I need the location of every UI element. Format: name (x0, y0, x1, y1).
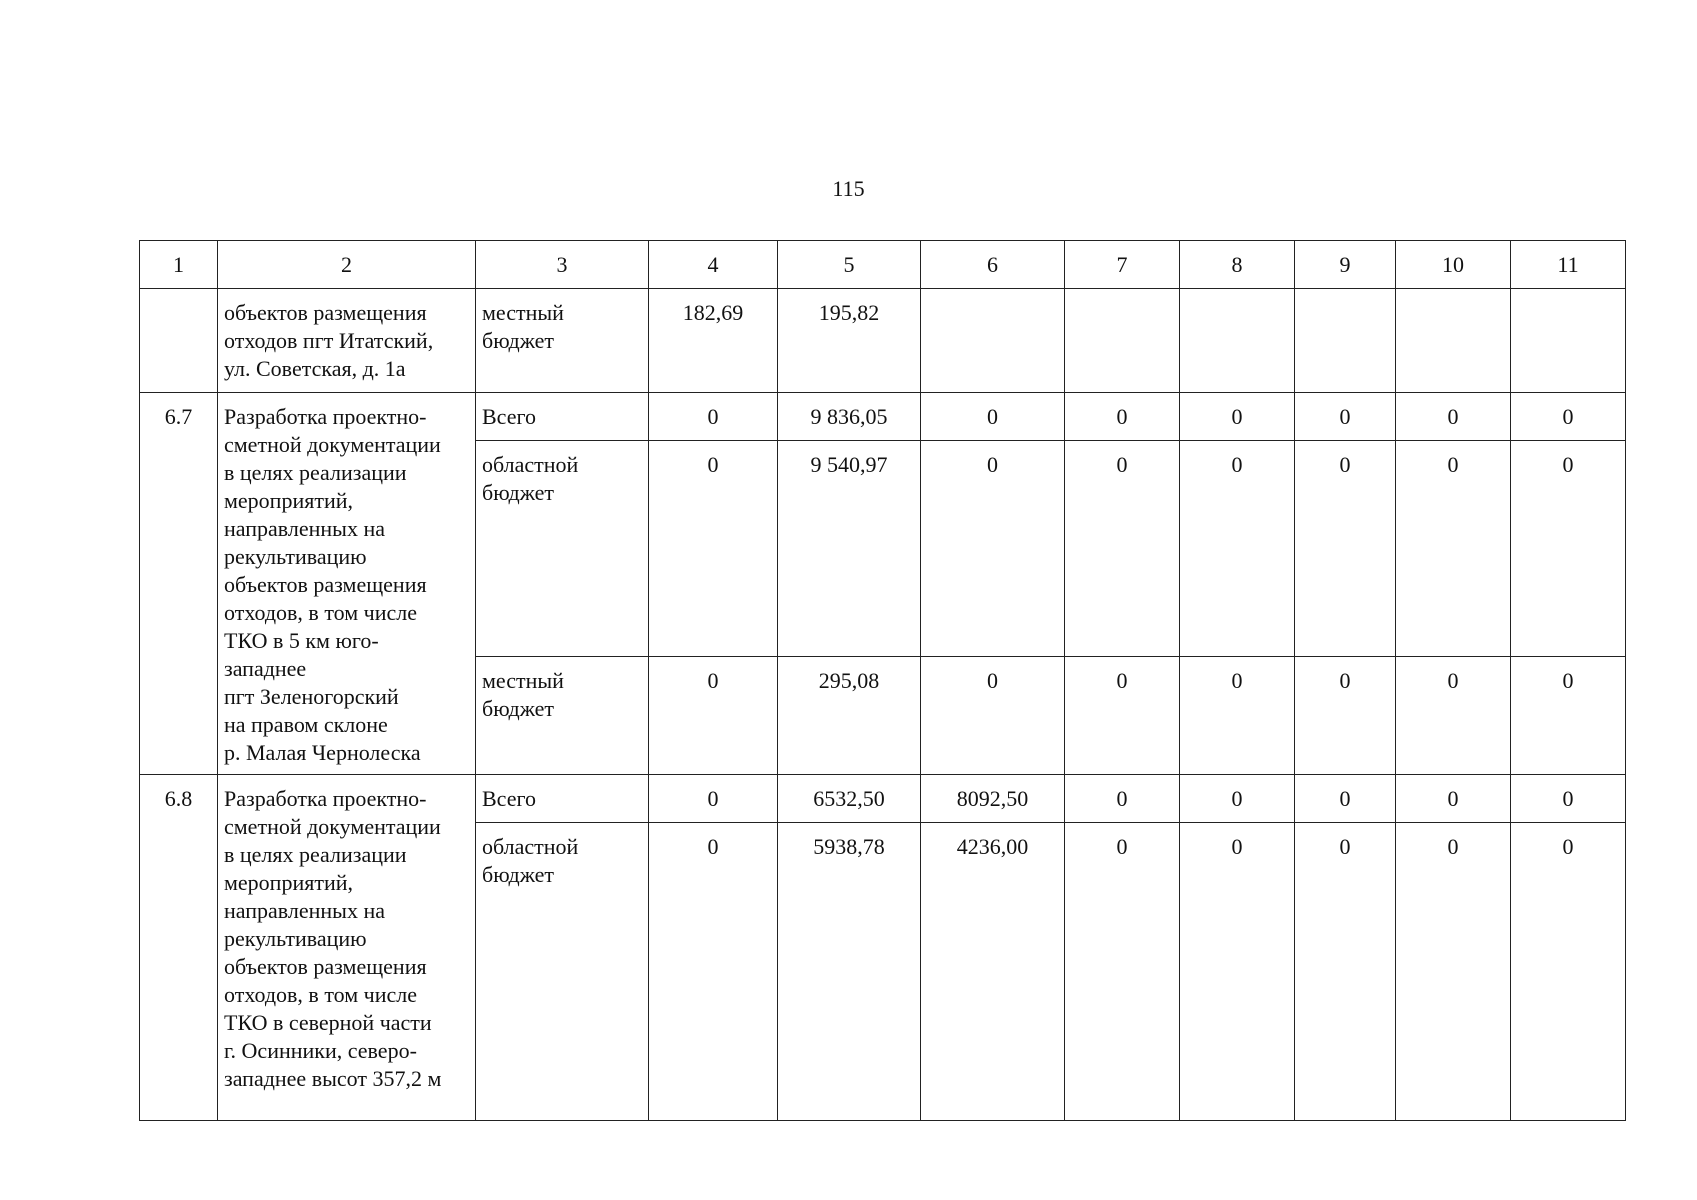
description-line: рекультивацию (224, 926, 367, 951)
value-cell: 182,69 (649, 289, 778, 393)
description-line: пгт Зеленогорский (224, 684, 399, 709)
item-description (218, 393, 476, 775)
value-cell: 0 (1065, 393, 1180, 441)
funding-source (476, 441, 649, 657)
budget-table (139, 240, 1626, 1121)
source-line: Всего (482, 786, 536, 811)
source-line: областной (482, 452, 579, 477)
item-index: 6.8 (140, 775, 218, 1121)
value-cell: 0 (1511, 775, 1626, 823)
value-cell: 0 (1396, 441, 1511, 657)
value-cell: 0 (1295, 441, 1396, 657)
value-cell: 0 (1295, 393, 1396, 441)
description-line: ТКО в северной части (224, 1010, 432, 1035)
description-line: р. Малая Чернолеска (224, 740, 421, 765)
item-index (140, 289, 218, 393)
value-cell: 0 (1396, 775, 1511, 823)
value-cell: 0 (649, 441, 778, 657)
description-line: отходов пгт Итатский, (224, 328, 434, 353)
value-cell: 195,82 (778, 289, 921, 393)
value-cell: 4236,00 (921, 823, 1065, 1121)
value-cell: 0 (1180, 775, 1295, 823)
value-cell: 9 540,97 (778, 441, 921, 657)
column-header: 4 (649, 241, 778, 289)
value-cell: 0 (921, 393, 1065, 441)
source-line: бюджет (482, 480, 554, 505)
value-cell: 0 (1065, 441, 1180, 657)
item-description (218, 775, 476, 1121)
column-header: 2 (218, 241, 476, 289)
value-cell: 0 (921, 441, 1065, 657)
value-cell: 0 (1180, 657, 1295, 775)
funding-source (476, 775, 649, 823)
value-cell: 0 (649, 823, 778, 1121)
value-cell: 0 (649, 775, 778, 823)
description-line: отходов, в том числе (224, 982, 417, 1007)
value-cell: 0 (649, 657, 778, 775)
value-cell (1396, 289, 1511, 393)
description-line: объектов размещения (224, 572, 427, 597)
value-cell: 0 (1065, 657, 1180, 775)
table-row (140, 775, 1626, 823)
description-line: направленных на (224, 898, 385, 923)
source-line: областной (482, 834, 579, 859)
value-cell: 0 (1295, 823, 1396, 1121)
funding-source (476, 657, 649, 775)
source-line: бюджет (482, 696, 554, 721)
value-cell: 0 (1065, 823, 1180, 1121)
source-line: бюджет (482, 862, 554, 887)
source-line: местный (482, 668, 564, 693)
value-cell (1180, 289, 1295, 393)
value-cell: 0 (1396, 823, 1511, 1121)
value-cell (921, 289, 1065, 393)
description-line: в целях реализации (224, 460, 407, 485)
value-cell: 0 (1511, 441, 1626, 657)
description-line: западнее высот 357,2 м (224, 1066, 442, 1091)
column-header: 7 (1065, 241, 1180, 289)
table-header-row (140, 241, 1626, 289)
column-header: 5 (778, 241, 921, 289)
description-line: рекультивацию (224, 544, 367, 569)
value-cell: 0 (921, 657, 1065, 775)
item-description (218, 289, 476, 393)
description-line: объектов размещения (224, 954, 427, 979)
value-cell: 0 (1295, 775, 1396, 823)
column-header: 1 (140, 241, 218, 289)
value-cell: 0 (1295, 657, 1396, 775)
table-row (140, 393, 1626, 441)
table-row (140, 289, 1626, 393)
description-line: в целях реализации (224, 842, 407, 867)
value-cell: 0 (1396, 657, 1511, 775)
description-line: ТКО в 5 км юго- (224, 628, 379, 653)
column-header: 3 (476, 241, 649, 289)
funding-source (476, 393, 649, 441)
value-cell: 8092,50 (921, 775, 1065, 823)
column-header: 9 (1295, 241, 1396, 289)
description-line: Разработка проектно- (224, 786, 427, 811)
source-line: бюджет (482, 328, 554, 353)
description-line: западнее (224, 656, 307, 681)
column-header: 8 (1180, 241, 1295, 289)
column-header: 10 (1396, 241, 1511, 289)
description-line: сметной документации (224, 814, 441, 839)
value-cell: 0 (1396, 393, 1511, 441)
description-line: мероприятий, (224, 488, 354, 513)
description-line: направленных на (224, 516, 385, 541)
column-header: 6 (921, 241, 1065, 289)
description-line: г. Осинники, северо- (224, 1038, 417, 1063)
description-line: объектов размещения (224, 300, 427, 325)
description-line: мероприятий, (224, 870, 354, 895)
source-line: Всего (482, 404, 536, 429)
value-cell: 295,08 (778, 657, 921, 775)
description-line: отходов, в том числе (224, 600, 417, 625)
value-cell: 0 (1180, 823, 1295, 1121)
value-cell: 0 (649, 393, 778, 441)
description-line: ул. Советская, д. 1а (224, 356, 406, 381)
item-index: 6.7 (140, 393, 218, 775)
description-line: на правом склоне (224, 712, 388, 737)
value-cell (1065, 289, 1180, 393)
value-cell: 0 (1511, 823, 1626, 1121)
funding-source (476, 289, 649, 393)
value-cell: 5938,78 (778, 823, 921, 1121)
value-cell: 0 (1511, 393, 1626, 441)
column-header: 11 (1511, 241, 1626, 289)
value-cell: 6532,50 (778, 775, 921, 823)
description-line: сметной документации (224, 432, 441, 457)
source-line: местный (482, 300, 564, 325)
description-line: Разработка проектно- (224, 404, 427, 429)
value-cell (1295, 289, 1396, 393)
value-cell: 0 (1180, 441, 1295, 657)
value-cell: 0 (1511, 657, 1626, 775)
value-cell: 9 836,05 (778, 393, 921, 441)
value-cell: 0 (1180, 393, 1295, 441)
funding-source (476, 823, 649, 1121)
value-cell: 0 (1065, 775, 1180, 823)
page-number: 115 (832, 176, 865, 201)
value-cell (1511, 289, 1626, 393)
